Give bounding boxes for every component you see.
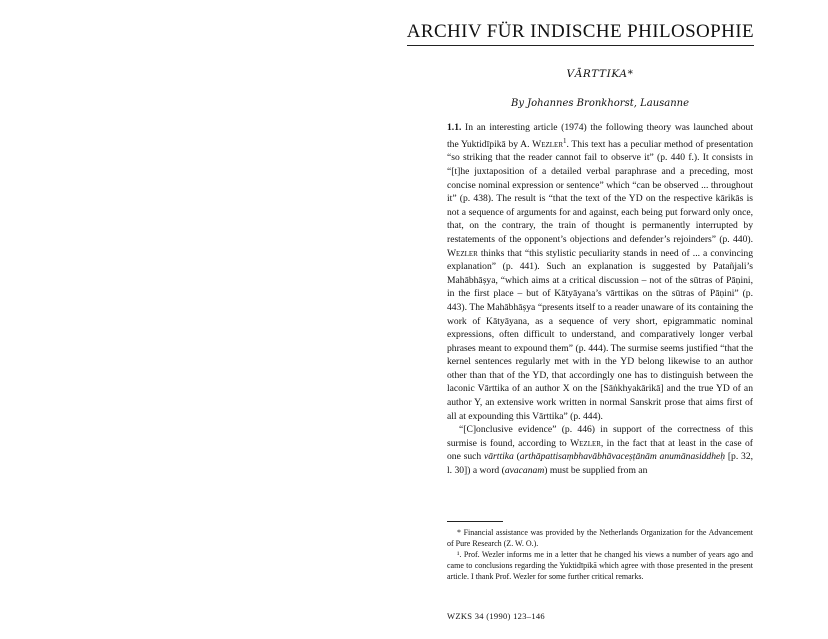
article-body — [447, 121, 753, 478]
text-run: ) must be supplied from an — [544, 465, 648, 477]
footnotes — [447, 527, 753, 582]
author-name-smallcaps: Wezler — [447, 247, 478, 259]
journal-citation: WZKS 34 (1990) 123–146 — [447, 611, 545, 621]
text-run: , in the fact that at least in the case of one such — [447, 437, 753, 463]
footnote-ref: 1 — [562, 136, 567, 145]
paragraph-2 — [447, 423, 753, 477]
footnote-1: ¹. Prof. Wezler informs me in a letter that he changed his views a number of years ago and came to conclusions regarding the Yuktidīpikā which agree with those presented in the present article. I thank Prof. Wezler for some further critical remarks. — [447, 550, 753, 581]
text-run: arthāpattisaṃbhavābhāvaceṣṭānām anumānasiddheḥ — [519, 451, 726, 463]
text-run: avacanam — [504, 465, 545, 477]
text-run: thinks that “this stylistic peculiarity stands in need of ... a convincing explanation” (p. 441). Such an explanation is suggested by Patañjali’s Mahābhāṣya, “which aims at a critical discussion – not of the sūtras of Pāṇini, in the first place – but of Kātyāyana’s vārttikas on the sūtras of Pāṇini” (p. 443). The Mahābhāṣya “presents itself to a reader unaware of its containing the work of Kātyāyana, as a sequence of very short, epigrammatic nominal expressions, often difficult to understand, and comparatively longer verbal phrases meant to expound them” (p. 444). The surmise seems justified “that the kernel sentences regularly met with in the YD belong likewise to an author other than that of the YD, that accordingly one has to distinguish between the laconic Vārttika of an author X on the [Sāṅkhyakārikā] and the true YD of an author Y, an extensive work written in normal Sanskrit prose that aims first of all at expounding this Vārttika” (p. 444). — [447, 247, 753, 422]
footnote-rule — [447, 521, 503, 522]
footnote-star: * Financial assistance was provided by the Netherlands Organization for the Advancement of Pure Research (Z. W. O.). — [447, 528, 753, 548]
article-byline: By Johannes Bronkhorst, Lausanne — [510, 98, 690, 109]
text-run: In an interesting article (1974) the following theory was launched about the Yuktidīpikā by A. — [447, 122, 753, 150]
paragraph-1 — [447, 121, 753, 423]
text-run: [p. 32, l. 30]) a word ( — [447, 451, 754, 477]
author-name-smallcaps: Wezler — [532, 138, 563, 150]
article-title: VĀRTTIKA* — [566, 68, 634, 80]
paragraph-1-text — [447, 122, 753, 422]
section-number: 1.1. — [447, 122, 462, 133]
text-run: . This text has a peculiar method of presentation “so striking that the reader cannot fail to observe it” (p. 440 f.). It consists in “[t]he juxtaposition of a detailed verbal paraphrase and a preceding, most concise nominal expression or sentence” which “can be observed ... throughout it” (p. 438). The result is “that the text of the YD on the respective kārikās is not a sequence of arguments for and against, each being put forward only once, that, on the contrary, the train of thought is permanently interrupted by restatements of the opponent’s objections and defender’s rejoinders” (p. 440). — [447, 138, 753, 245]
text-run: “[C]onclusive evidence” (p. 446) in support of the correctness of this surmise is found, according to — [447, 424, 753, 449]
author-name-smallcaps: Wezler — [570, 437, 601, 449]
text-run: vārttika — [483, 451, 514, 463]
journal-title: ARCHIV FÜR INDISCHE PHILOSOPHIE — [407, 21, 754, 46]
text-run: ( — [513, 451, 520, 463]
